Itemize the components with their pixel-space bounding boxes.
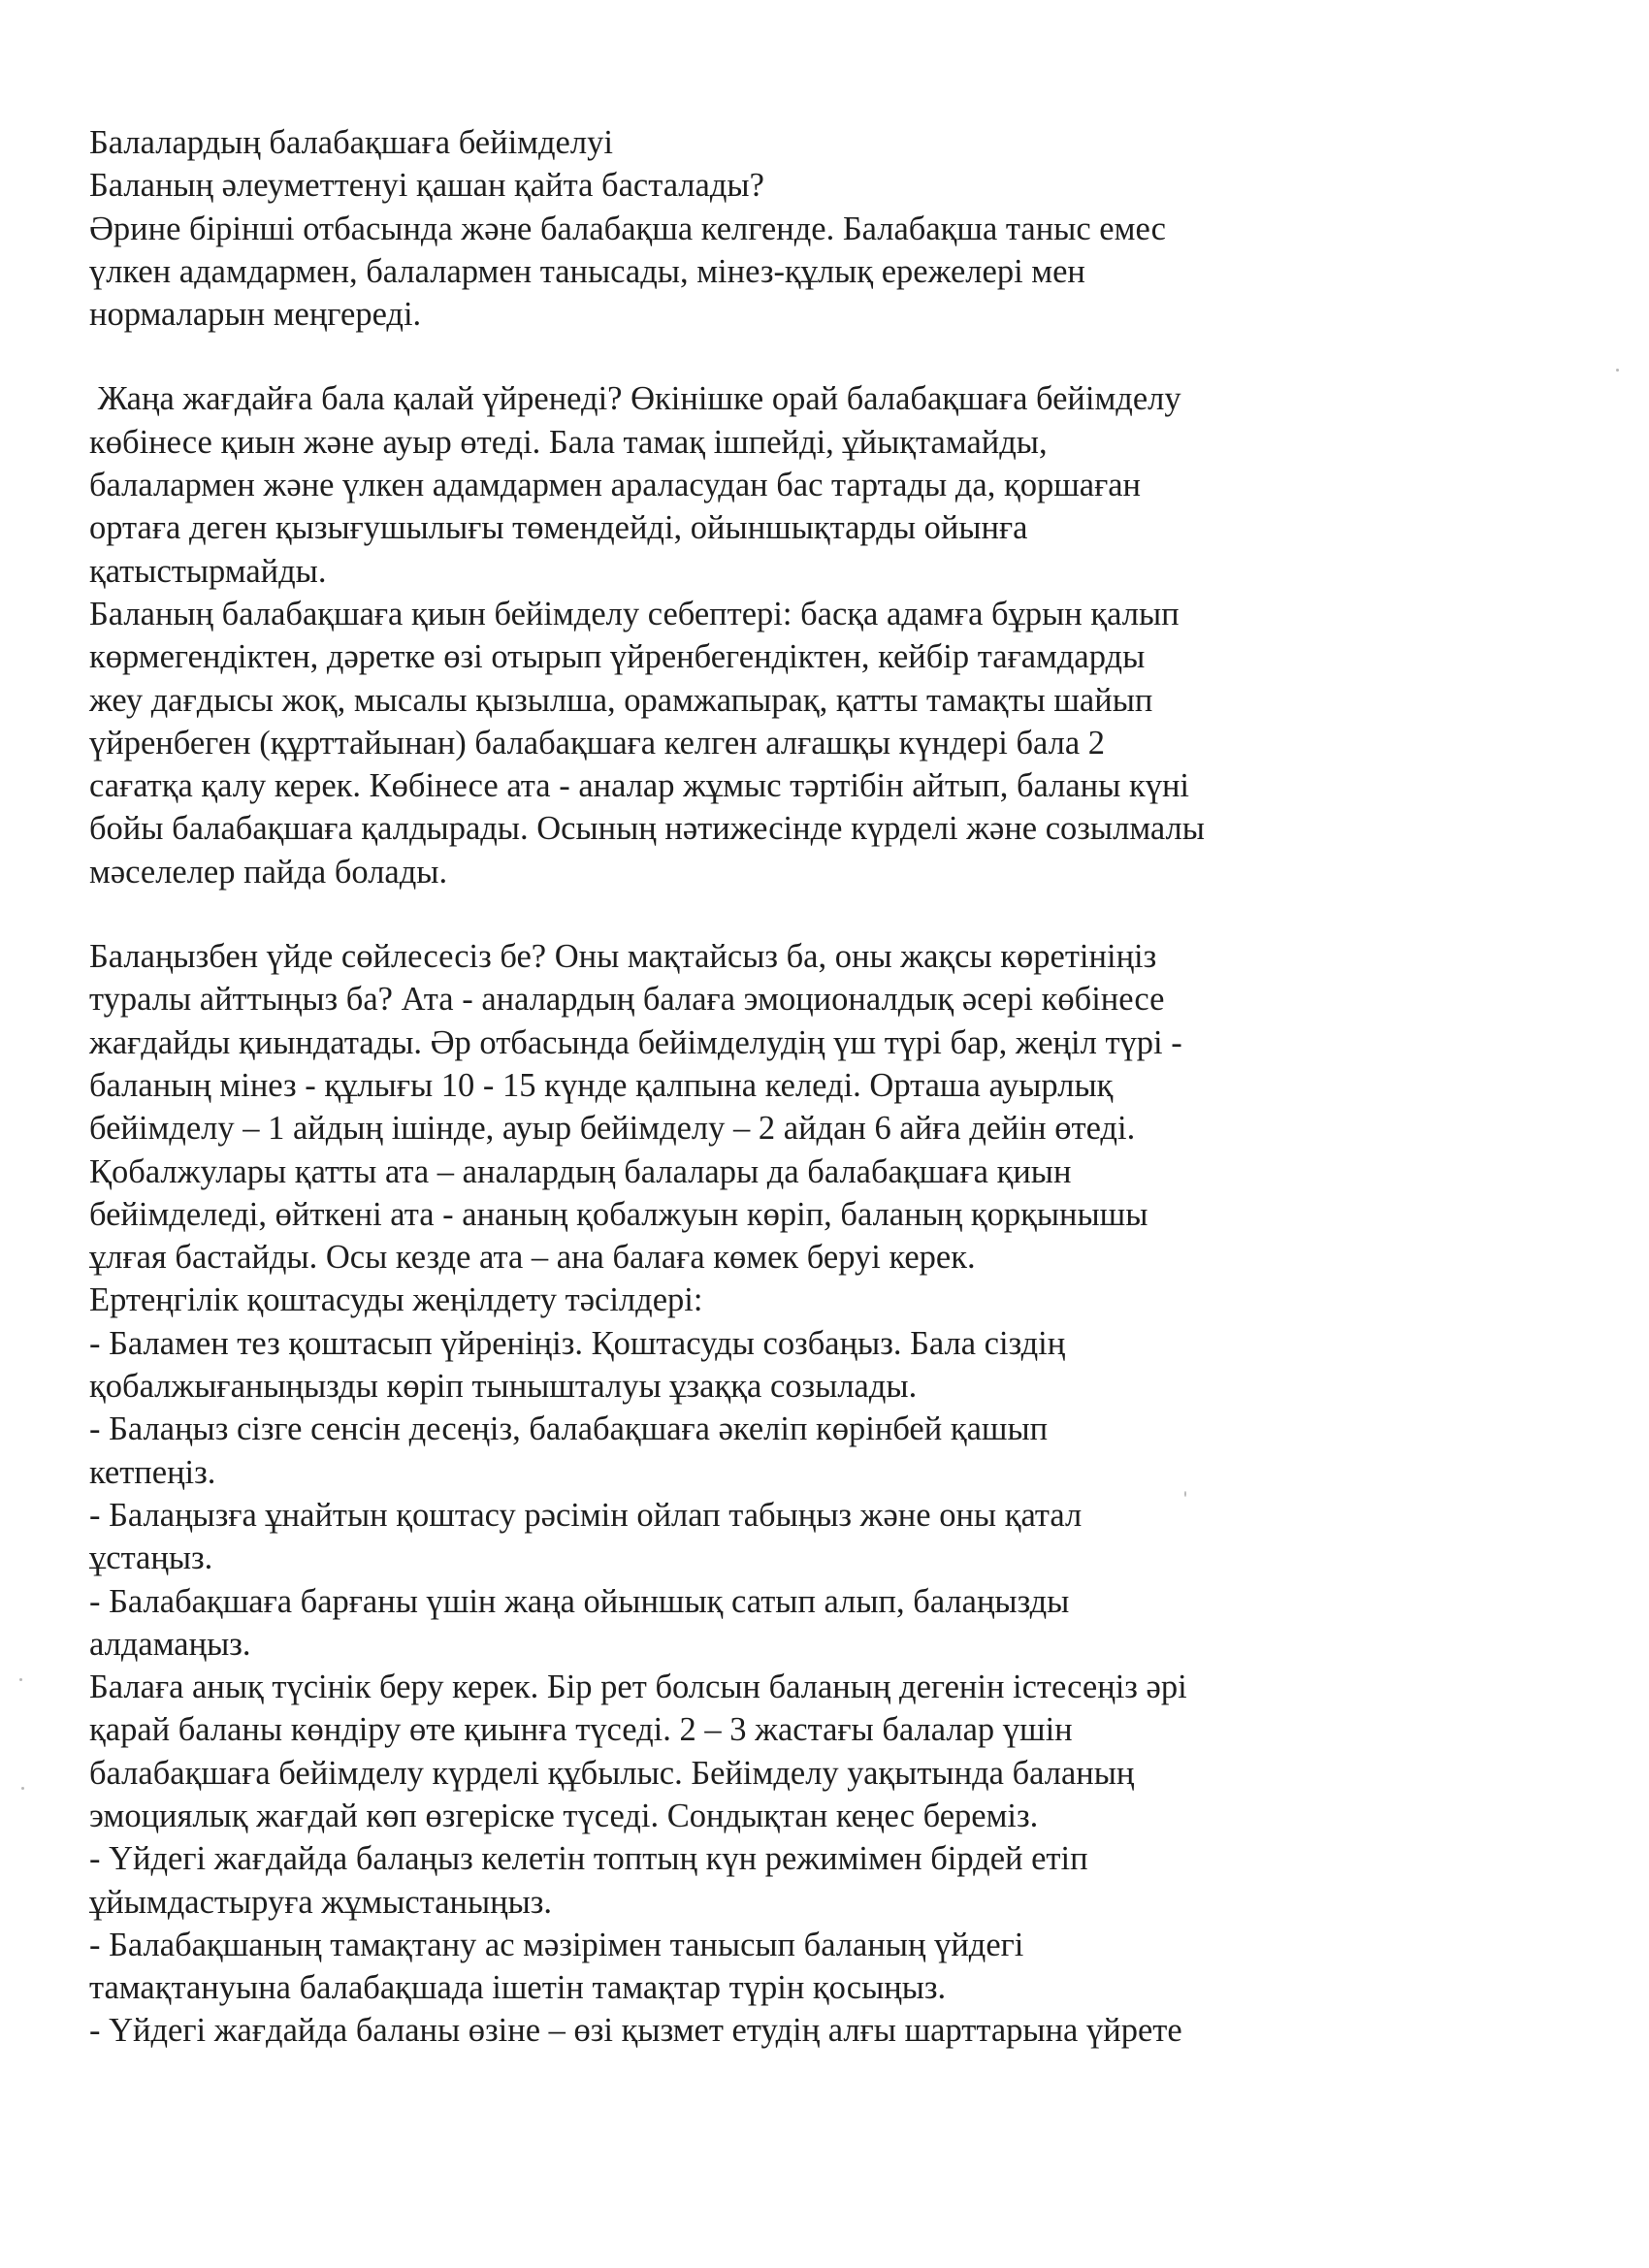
scan-speck <box>1616 369 1619 372</box>
paragraph-gap <box>89 336 1341 377</box>
scan-speck <box>1184 1491 1186 1497</box>
text-line: жеу дағдысы жоқ, мысалы қызылша, орамжапырақ, қатты тамақты шайып <box>89 681 1153 719</box>
text-line: баланың мінез - құлығы 10 - 15 күнде қалпына келеді. Орташа ауырлық <box>89 1066 1114 1104</box>
list-item: - Баламен тез қоштасып үйреніңіз. Қоштасуды созбаңыз. Бала сіздің <box>89 1324 1066 1362</box>
text-line: бойы балабақшаға қалдырады. Осының нәтижесінде күрделі және созылмалы <box>89 810 1205 848</box>
list-item: - Үйдегі жағдайда баланы өзіне – өзі қызмет етудің алғы шарттарына үйрете <box>89 2012 1182 2050</box>
list-item: - Балабақшаның тамақтану ас мәзірімен танысып баланың үйдегі <box>89 1926 1024 1963</box>
text-line: алдамаңыз. <box>89 1625 251 1663</box>
text-line: ұйымдастыруға жұмыстаныңыз. <box>89 1883 553 1921</box>
text-line: эмоциялық жағдай көп өзгеріске түседі. Сондықтан кеңес береміз. <box>89 1797 1039 1834</box>
text-line: көбінесе қиын және ауыр өтеді. Бала тамақ ішпейді, ұйықтамайды, <box>89 423 1048 461</box>
scan-speck <box>21 1787 24 1790</box>
list-item: - Балабақшаға барғаны үшін жаңа ойыншық сатып алып, балаңызды <box>89 1582 1070 1620</box>
text-line: балалармен және үлкен адамдармен араласудан бас тартады да, қоршаған <box>89 467 1142 504</box>
list-item: - Үйдегі жағдайда балаңыз келетін топтың күн режимімен бірдей етіп <box>89 1840 1088 1878</box>
list-item: - Балаңыз сізге сенсін десеңіз, балабақшаға әкеліп көрінбей қашып <box>89 1410 1049 1448</box>
text-line: Әрине бірінші отбасында және балабақша келгенде. Балабақша таныс емес <box>89 210 1166 247</box>
text-line: Ертеңгілік қоштасуды жеңілдету тәсілдері: <box>89 1281 703 1319</box>
text-line: туралы айттыңыз ба? Ата - аналардың балаға эмоционалдық әсері көбінесе <box>89 981 1165 1019</box>
text-line: Қобалжулары қатты ата – аналардың балалары да балабақшаға қиын <box>89 1152 1072 1190</box>
text-line: үйренбеген (құрттайынан) балабақшаға келген алғашқы күндері бала 2 <box>89 724 1106 761</box>
text-line: үлкен адамдармен, балалармен танысады, мінез-құлық ережелері мен <box>89 252 1085 290</box>
text-line: ұлғая бастайды. Осы кезде ата – ана балаға көмек беруі керек. <box>89 1239 976 1277</box>
text-line: бейімделу – 1 айдың ішінде, ауыр бейімделу – 2 айдан 6 айға дейін өтеді. <box>89 1110 1136 1148</box>
document-title: Балалардың балабақшаға бейімделуі <box>89 124 613 161</box>
text-line: жағдайды қиындатады. Әр отбасында бейімделудің үш түрі бар, жеңіл түрі - <box>89 1023 1182 1061</box>
document-body <box>89 121 1341 2053</box>
text-line: Балаға анық түсінік беру керек. Бір рет болсын баланың дегенін істесеңіз әрі <box>89 1669 1187 1706</box>
text-line: ұстаңыз. <box>89 1539 213 1577</box>
list-item: - Балаңызға ұнайтын қоштасу рәсімін ойлап табыңыз және оны қатал <box>89 1496 1083 1534</box>
paragraph-gap <box>89 893 1341 935</box>
text-line: көрмегендіктен, дәретке өзі отырып үйренбегендіктен, кейбір тағамдарды <box>89 638 1146 676</box>
text-line: Балаңызбен үйде сөйлесесіз бе? Оны мақтайсыз ба, оны жақсы көретініңіз <box>89 938 1157 976</box>
text-line: нормаларын меңгереді. <box>89 296 422 334</box>
text-line: қобалжығаныңызды көріп тынышталуы ұзаққа созылады. <box>89 1368 918 1406</box>
text-line: сағатқа қалу керек. Көбінесе ата - аналар жұмыс тәртібін айтып, баланы күні <box>89 767 1190 805</box>
text-line: балабақшаға бейімделу күрделі құбылыс. Бейімделу уақытында баланың <box>89 1754 1135 1792</box>
text-line: бейімделеді, өйткені ата - ананың қобалжуын көріп, баланың қорқынышы <box>89 1195 1148 1233</box>
text-line: қарай баланы көндіру өте қиынға түседі. 2 – 3 жастағы балалар үшін <box>89 1711 1073 1749</box>
text-line: кетпеңіз. <box>89 1453 216 1491</box>
text-line: Жаңа жағдайға бала қалай үйренеді? Өкінішке орай балабақшаға бейімделу <box>89 380 1181 418</box>
text-line: қатыстырмайды. <box>89 552 327 590</box>
text-line: Баланың балабақшаға қиын бейімделу себептері: басқа адамға бұрын қалып <box>89 595 1180 632</box>
text-line: мәселелер пайда болады. <box>89 853 448 891</box>
text-line: Баланың әлеуметтенуі қашан қайта басталады? <box>89 167 764 205</box>
text-line: тамақтануына балабақшада ішетін тамақтар түрін қосыңыз. <box>89 1969 947 2007</box>
text-line: ортаға деген қызығушылығы төмендейді, ойыншықтарды ойынға <box>89 509 1028 547</box>
scan-speck <box>19 1678 22 1681</box>
